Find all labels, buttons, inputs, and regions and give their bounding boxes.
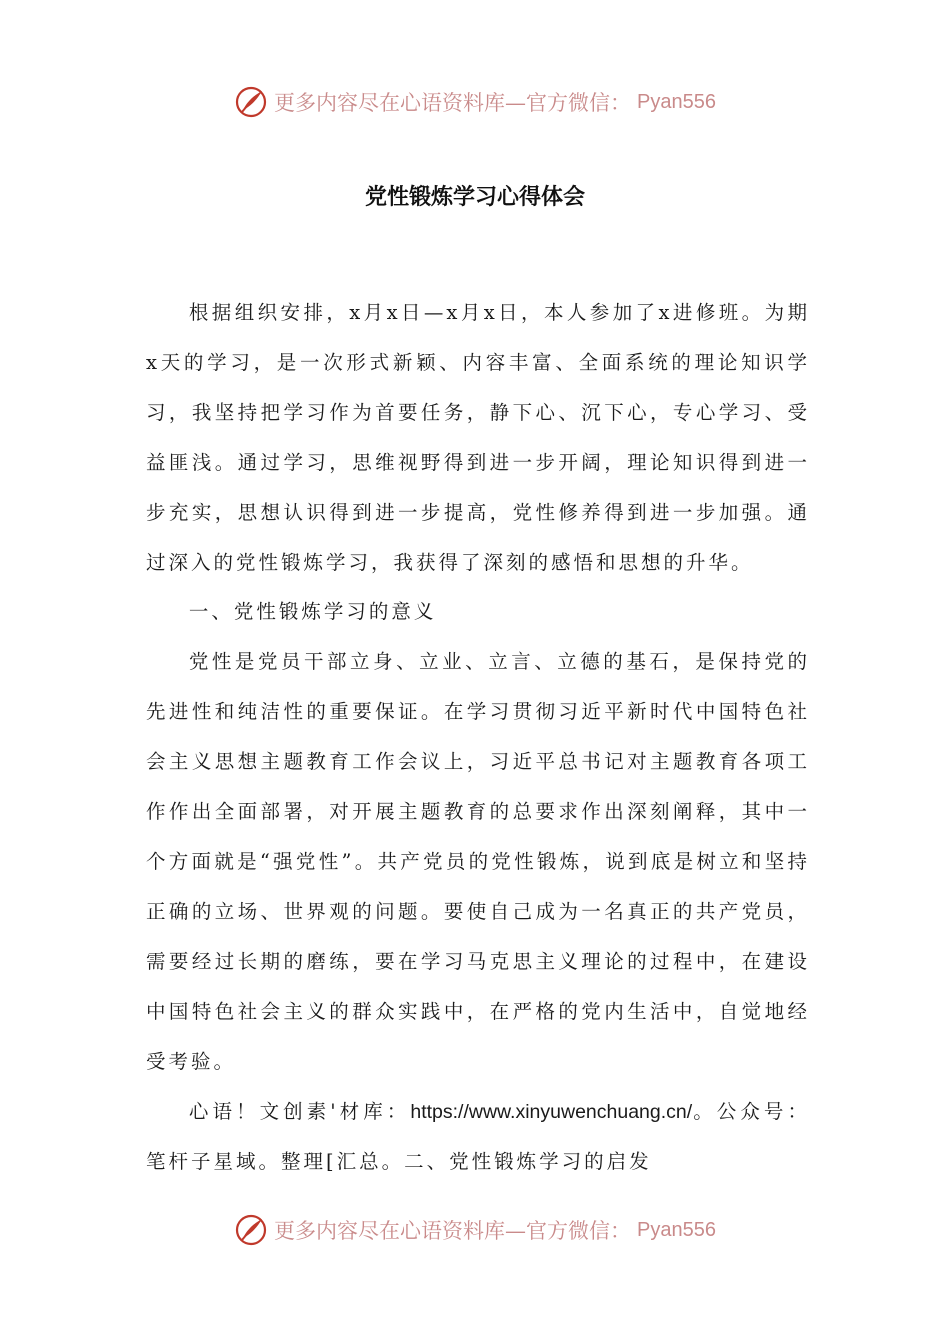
quill-logo-icon	[234, 85, 268, 119]
paragraph-suffix: 。公众号：笔杆子星域。整理[汇总。二、党性锻炼学习的启发	[146, 1099, 810, 1174]
watermark-wechat-id: Pyan556	[637, 90, 716, 113]
watermark-header	[0, 82, 950, 122]
watermark-footer	[0, 1210, 950, 1250]
paragraph-prefix: 心语！文创素'材库：	[188, 1099, 411, 1123]
watermark-wechat-id: Pyan556	[637, 1218, 716, 1241]
document-title: 党性锻炼学习心得体会	[364, 185, 585, 210]
quill-logo-icon	[234, 1213, 268, 1247]
paragraph-with-link	[146, 1087, 810, 1188]
section-heading: 一、党性锻炼学习的意义	[188, 600, 437, 624]
paragraph: 根据组织安排，x月x日—x月x日，本人参加了x进修班。为期x天的学习，是一次形式新颖、内容丰富、全面系统的理论知识学习，我坚持把学习作为首要任务，静下心、沉下心，专心学习、受益匪浅。通过学习，思维视野得到进一步开阔，理论知识得到进一步充实，思想认识得到进一步提高，党性修养得到进一步加强。通过深入的党性锻炼学习，我获得了深刻的感悟和思想的升华。	[146, 301, 810, 574]
paragraph: 党性是党员干部立身、立业、立言、立德的基石，是保持党的先进性和纯洁性的重要保证。在学习贯彻习近平新时代中国特色社会主义思想主题教育工作会议上，习近平总书记对主题教育各项工作作出全面部署，对开展主题教育的总要求作出深刻阐释，其中一个方面就是“强党性”。共产党员的党性锻炼，说到底是树立和坚持正确的立场、世界观的问题。要使自己成为一名真正的共产党员，需要经过长期的磨练，要在学习马克思主义理论的过程中，在建设中国特色社会主义的群众实践中，在严格的党内生活中，自觉地经受考验。	[146, 650, 810, 1073]
website-url: https://www.xinyuwenchuang.cn/	[410, 1100, 693, 1123]
watermark-text: 更多内容尽在心语资料库—官方微信：	[274, 91, 632, 115]
document-body	[146, 288, 810, 1187]
watermark-text: 更多内容尽在心语资料库—官方微信：	[274, 1219, 632, 1243]
